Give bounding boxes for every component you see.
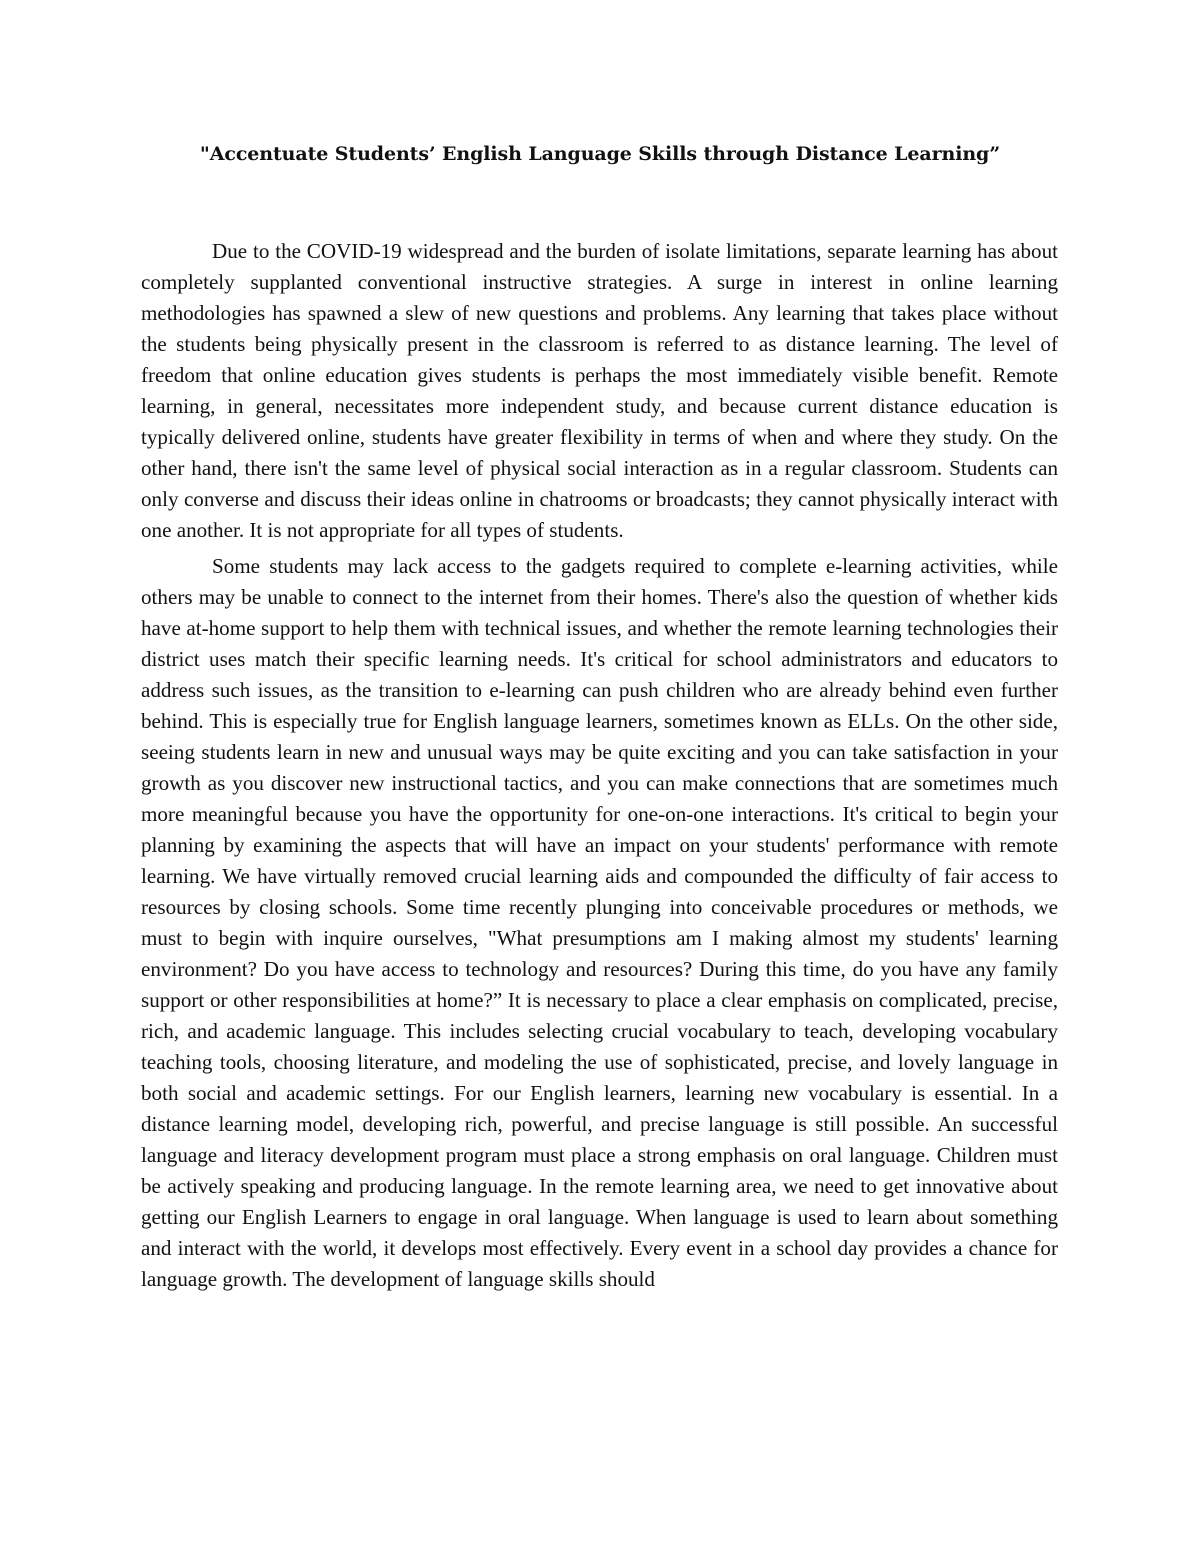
- document-title: "Accentuate Students’ English Language Skills through Distance Learning”: [199, 143, 1001, 165]
- paragraph-1: Due to the COVID-19 widespread and the burden of isolate limitations, separate learning has about completely supplanted conventional instructive strategies. A surge in interest in online learning methodologies has spawned a slew of new questions and problems. Any learning that takes place without the students being physically present in the classroom is referred to as distance learning. The level of freedom that online education gives students is perhaps the most immediately visible benefit. Remote learning, in general, necessitates more independent study, and because current distance education is typically delivered online, students have greater flexibility in terms of when and where they study. On the other hand, there isn't the same level of physical social interaction as in a regular classroom. Students can only converse and discuss their ideas online in chatrooms or broadcasts; they cannot physically interact with one another. It is not appropriate for all types of students.: [141, 239, 1058, 542]
- document-body: [141, 236, 1058, 1300]
- paragraph-2: Some students may lack access to the gadgets required to complete e-learning activities, while others may be unable to connect to the internet from their homes. There's also the question of whether kids have at-home support to help them with technical issues, and whether the remote learning technologies their district uses match their specific learning needs. It's critical for school administrators and educators to address such issues, as the transition to e-learning can push children who are already behind even further behind. This is especially true for English language learners, sometimes known as ELLs. On the other side, seeing students learn in new and unusual ways may be quite exciting and you can take satisfaction in your growth as you discover new instructional tactics, and you can make connections that are sometimes much more meaningful because you have the opportunity for one-on-one interactions. It's critical to begin your planning by examining the aspects that will have an impact on your students' performance with remote learning. We have virtually removed crucial learning aids and compounded the difficulty of fair access to resources by closing schools. Some time recently plunging into conceivable procedures or methods, we must to begin with inquire ourselves, "What presumptions am I making almost my students' learning environment? Do you have access to technology and resources? During this time, do you have any family support or other responsibilities at home?” It is necessary to place a clear emphasis on complicated, precise, rich, and academic language. This includes selecting crucial vocabulary to teach, developing vocabulary teaching tools, choosing literature, and modeling the use of sophisticated, precise, and lovely language in both social and academic settings. For our English learners, learning new vocabulary is essential. In a distance learning model, developing rich, powerful, and precise language is still possible. An successful language and literacy development program must place a strong emphasis on oral language. Children must be actively speaking and producing language. In the remote learning area, we need to get innovative about getting our English Learners to engage in oral language. When language is used to learn about something and interact with the world, it develops most effectively. Every event in a school day provides a chance for language growth. The development of language skills should: [141, 554, 1058, 1291]
